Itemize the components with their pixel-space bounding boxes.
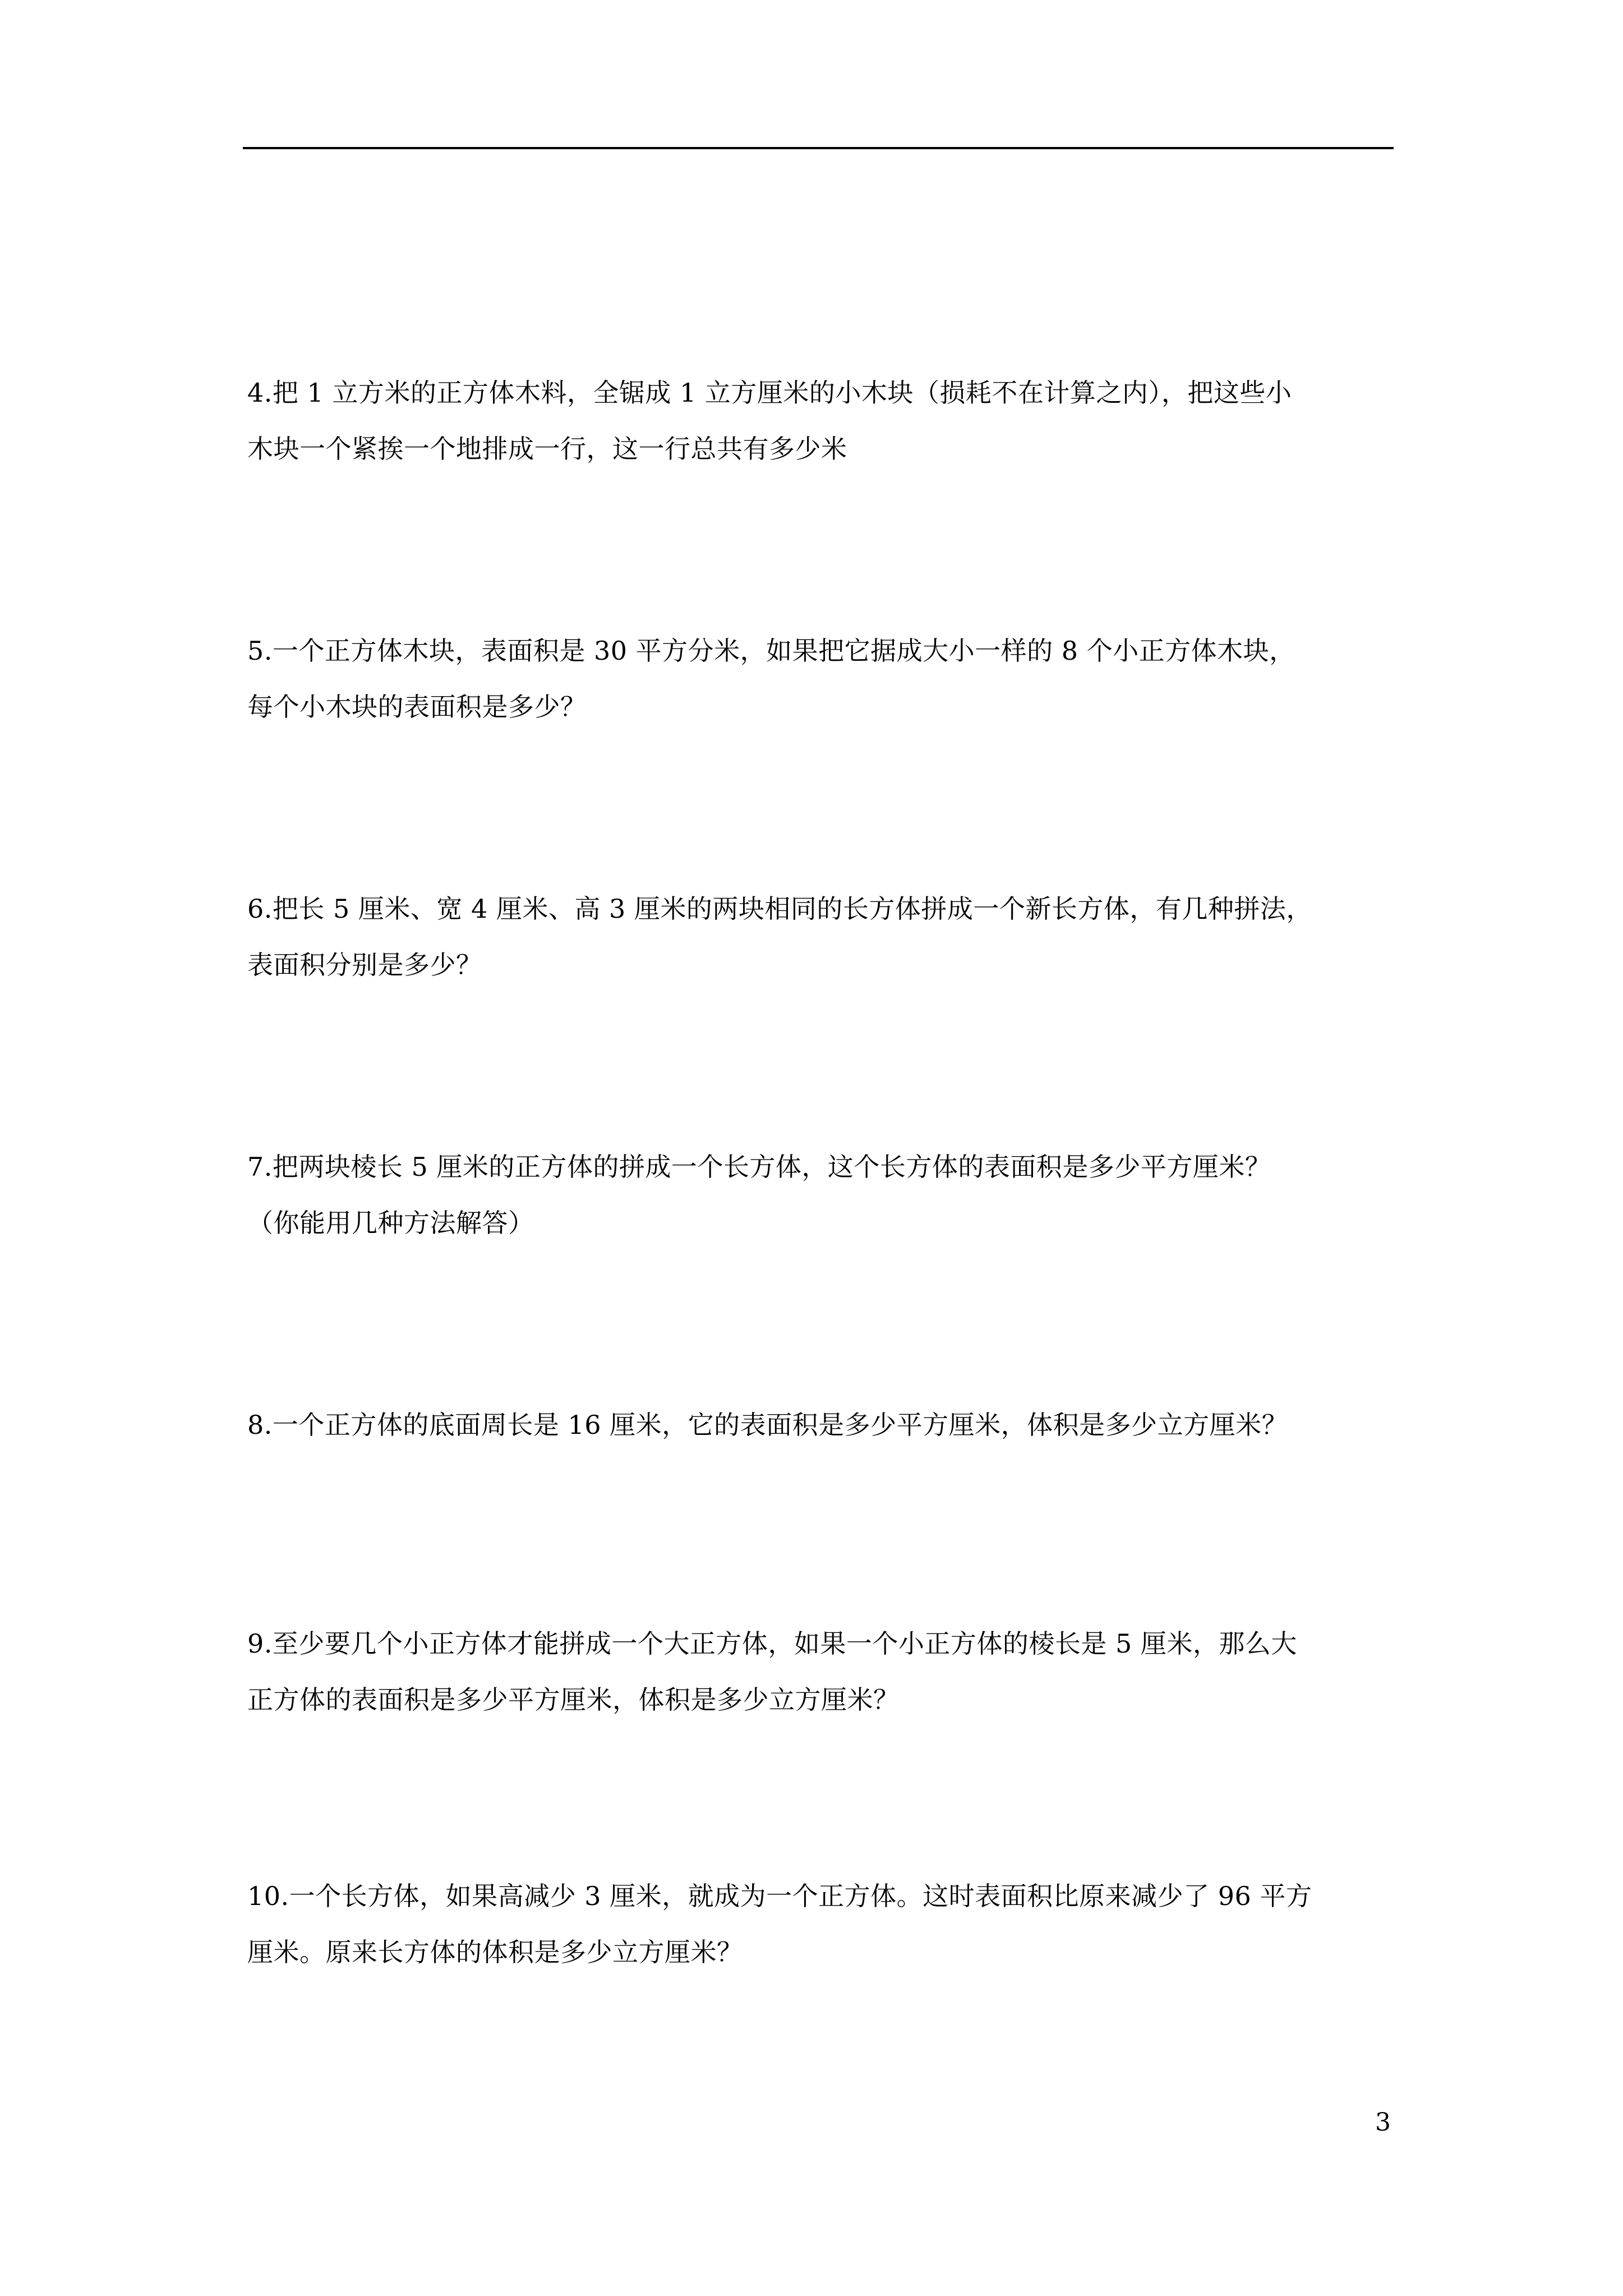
question-7: [247, 1139, 1394, 1251]
question-6-line-1: 6.把长 5 厘米、宽 4 厘米、高 3 厘米的两块相同的长方体拼成一个新长方体，有几种拼法，: [247, 894, 1312, 924]
question-5-line-1: 5.一个正方体木块，表面积是 30 平方分米，如果把它据成大小一样的 8 个小正方体木块，: [247, 636, 1295, 666]
question-4-line-2: 木块一个紧挨一个地排成一行，这一行总共有多少米: [247, 434, 847, 464]
question-7-line-1: 7.把两块棱长 5 厘米的正方体的拼成一个长方体，这个长方体的表面积是多少平方厘米？: [247, 1152, 1271, 1182]
question-4-line-1: 4.把 1 立方米的正方体木料，全锯成 1 立方厘米的小木块（损耗不在计算之内），把这些小: [247, 378, 1292, 408]
question-4: [247, 365, 1394, 477]
question-10-line-2: 厘米。原来长方体的体积是多少立方厘米？: [247, 1937, 743, 1967]
question-5-line-2: 每个小木块的表面积是多少？: [247, 692, 587, 722]
question-5: [247, 623, 1394, 735]
question-10: [247, 1868, 1394, 1980]
question-6-line-2: 表面积分别是多少？: [247, 950, 482, 980]
question-10-line-1: 10.一个长方体，如果高减少 3 厘米，就成为一个正方体。这时表面积比原来减少了 96 平方: [247, 1881, 1312, 1911]
question-8-line-1: 8.一个正方体的底面周长是 16 厘米，它的表面积是多少平方厘米，体积是多少立方厘米？: [247, 1410, 1288, 1440]
question-7-line-2: （你能用几种方法解答）: [247, 1208, 534, 1238]
header-rule: [243, 147, 1394, 149]
question-9: [247, 1616, 1394, 1728]
question-9-line-2: 正方体的表面积是多少平方厘米，体积是多少立方厘米？: [247, 1685, 900, 1715]
question-8: [247, 1397, 1394, 1453]
page-number: 3: [1375, 2108, 1391, 2137]
question-6: [247, 881, 1394, 993]
question-9-line-1: 9.至少要几个小正方体才能拼成一个大正方体，如果一个小正方体的棱长是 5 厘米，那么大: [247, 1628, 1297, 1659]
